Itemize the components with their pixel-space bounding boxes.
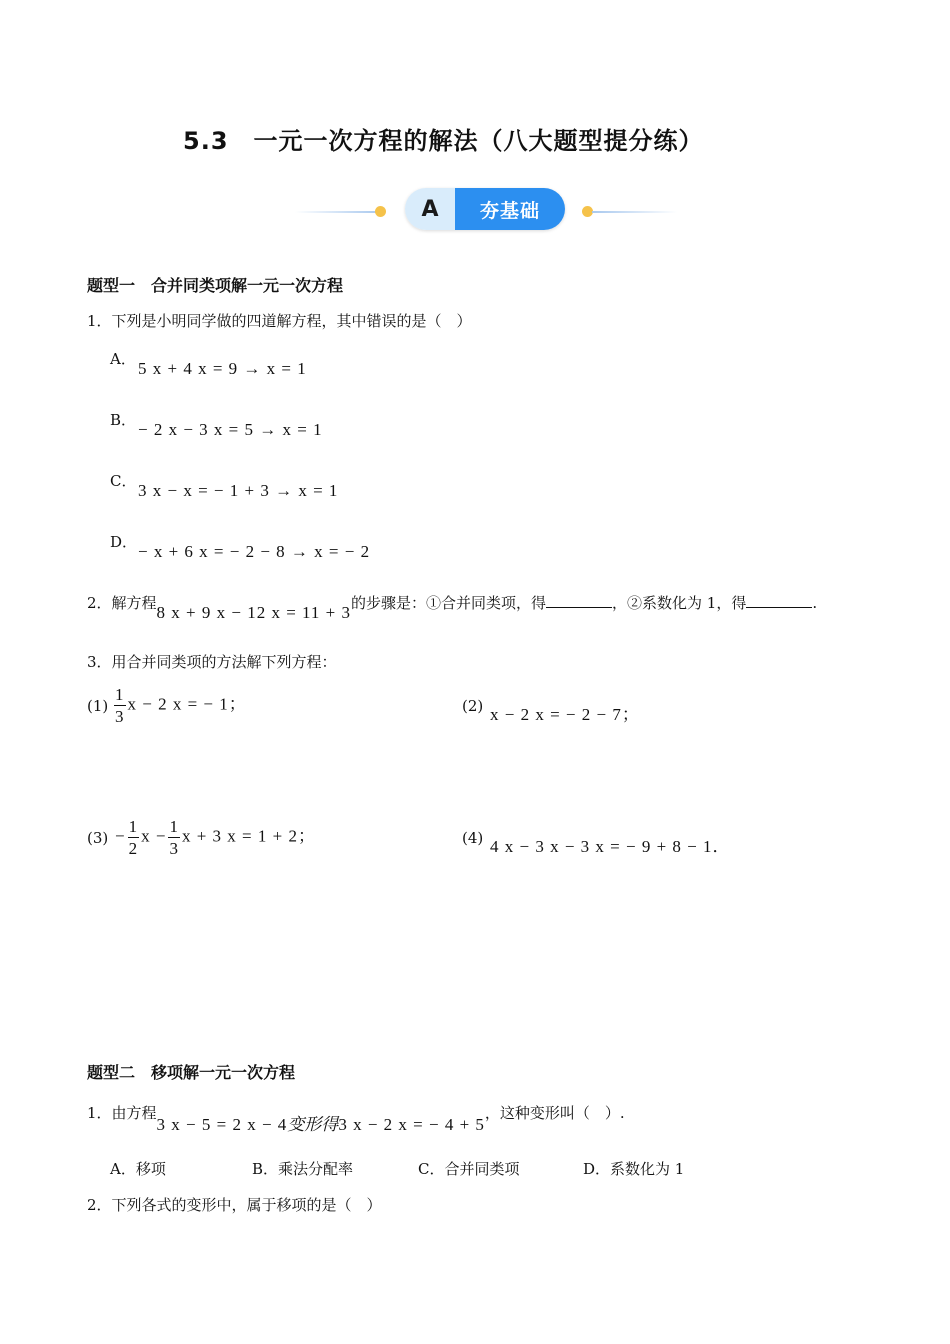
question-1-1: 1．下列是小明同学做的四道解方程，其中错误的是（ ）	[87, 312, 472, 330]
q2-equation: 8 x + 9 x − 12 x = 11 + 3	[156, 603, 352, 622]
option-d-equation: − x + 6 x = − 2 − 8 → x = − 2	[138, 542, 371, 561]
option-2c: C．合并同类项	[418, 1160, 520, 1178]
banner-label: 夯基础	[455, 188, 565, 230]
question-2-2: 2．下列各式的变形中，属于移项的是（ ）	[87, 1196, 382, 1214]
option-b-label: B．	[110, 411, 137, 429]
page-title: 5.3 一元一次方程的解法（八大题型提分练）	[183, 127, 704, 155]
q2-1-eq2: 3 x − 2 x = − 4 + 5	[338, 1115, 485, 1134]
subq-1-num: (1)	[87, 697, 109, 715]
banner-line-right	[592, 211, 677, 213]
answer-blank-1[interactable]	[546, 593, 612, 608]
question-1-2	[87, 592, 818, 622]
option-a-label: A．	[110, 350, 136, 368]
fraction-one-third-b: $\frac{1}{3}$	[169, 817, 179, 858]
option-2b: B．乘法分配率	[252, 1160, 354, 1178]
option-2a: A．移项	[110, 1160, 166, 1178]
fraction-one-third: $\frac{1}{3}$	[115, 685, 125, 726]
question-1-3: 3．用合并同类项的方法解下列方程：	[87, 653, 337, 671]
fraction-one-half: $\frac{1}{2}$	[128, 817, 139, 858]
subq-4-num: (4)	[462, 829, 484, 847]
subq-3-num: (3)	[87, 829, 109, 847]
option-c-label: C．	[110, 472, 137, 490]
option-a-equation: 5 x + 4 x = 9 → x = 1	[138, 359, 307, 378]
banner-letter: A	[405, 188, 455, 230]
q2-mid2: ，②系数化为 1，得	[612, 594, 747, 612]
banner-dot-left	[375, 206, 386, 217]
option-2d: D．系数化为 1	[583, 1160, 685, 1178]
banner-line-left	[295, 211, 380, 213]
subq-2-equation: x − 2 x = − 2 − 7；	[490, 705, 640, 724]
subq-2-num: (2)	[462, 697, 484, 715]
q2-end: .	[812, 594, 818, 612]
q2-prefix: 2．解方程	[87, 594, 157, 612]
option-d-label: D．	[110, 533, 138, 551]
section-banner	[405, 188, 565, 230]
subq-4-equation: 4 x − 3 x − 3 x = − 9 + 8 − 1．	[490, 837, 731, 856]
section-heading-1: 题型一 合并同类项解一元一次方程	[87, 276, 344, 295]
q2-1-word: 变形得	[287, 1115, 339, 1135]
section-heading-2: 题型二 移项解一元一次方程	[87, 1063, 296, 1082]
option-b-equation: − 2 x − 3 x = 5 → x = 1	[138, 420, 323, 439]
q2-mid: 的步骤是：①合并同类项，得	[351, 594, 547, 612]
answer-blank-2[interactable]	[746, 593, 812, 608]
q2-1-eq1: 3 x − 5 = 2 x − 4	[156, 1115, 288, 1134]
subq-3-equation: − $\frac{1}{2}$ x − $\frac{1}{3}$ x + 3 x = 1 + 2；	[115, 817, 316, 858]
question-2-1: 1．由方程3 x − 5 = 2 x − 4变形得3 x − 2 x = − 4 + 5，这种变形叫（ ）.	[87, 1104, 625, 1135]
subq-1-equation: $\frac{1}{3}$ x − 2 x = − 1；	[115, 685, 247, 726]
option-c-equation: 3 x − x = − 1 + 3 → x = 1	[138, 481, 339, 500]
